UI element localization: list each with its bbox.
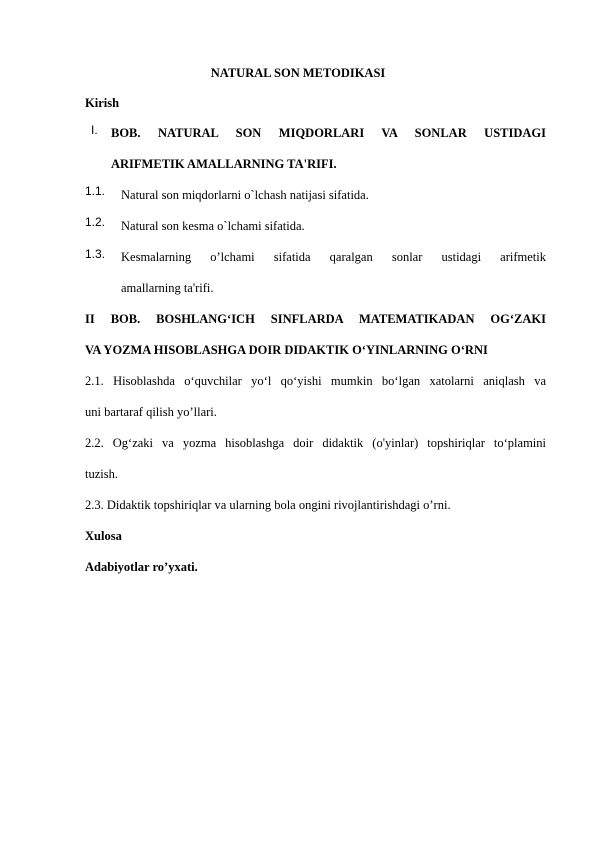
section-2-1-line2: uni bartaraf qilish yo’llari. [85,405,217,419]
section-1-1-number: 1.1. [85,184,106,198]
section-1-3-text-line2: amallarning ta'rifi. [121,281,214,295]
page-title: NATURAL SON METODIKASI [210,66,386,80]
chapter1-heading-line1: BOB. NATURAL SON MIQDORLARI VA SONLAR USTIDAGI [111,126,546,140]
section-2-2-line1: 2.2. Og‘zaki va yozma hisoblashga doir didaktik (o'yinlar) topshiriqlar to‘plamini [85,436,546,450]
section-1-3-text-line1: Kesmalarning o’lchami sifatida qaralgan sonlar ustidagi arifmetik [121,250,546,264]
conclusion-heading: Xulosa [85,529,122,543]
chapter2-heading-line1: II BOB. BOSHLANG‘ICH SINFLARDA MATEMATIKADAN OG‘ZAKI [85,312,546,326]
references-heading: Adabiyotlar ro’yxati. [85,560,198,574]
section-2-3-line1: 2.3. Didaktik topshiriqlar va ularning bola ongini rivojlantirishdagi o’rni. [85,498,451,512]
section-1-2-text: Natural son kesma o`lchami sifatida. [121,219,305,233]
chapter1-heading-line2: ARIFMETIK AMALLARNING TA'RIFI. [111,157,337,171]
section-1-2-number: 1.2. [85,215,106,229]
section-2-2-line2: tuzish. [85,467,118,481]
intro-heading: Kirish [85,96,120,110]
section-1-1-text: Natural son miqdorlarni o`lchash natijasi sifatida. [121,188,369,202]
section-2-1-line1: 2.1. Hisoblashda o‘quvchilar yo‘l qo‘yishi mumkin bo‘lgan xatolarni aniqlash va [85,374,546,388]
section-1-3-number: 1.3. [85,247,106,261]
chapter2-heading-line2: VA YOZMA HISOBLASHGA DOIR DIDAKTIK O‘YINLARNING O‘RNI [85,343,488,357]
chapter1-number: I. [91,123,98,137]
